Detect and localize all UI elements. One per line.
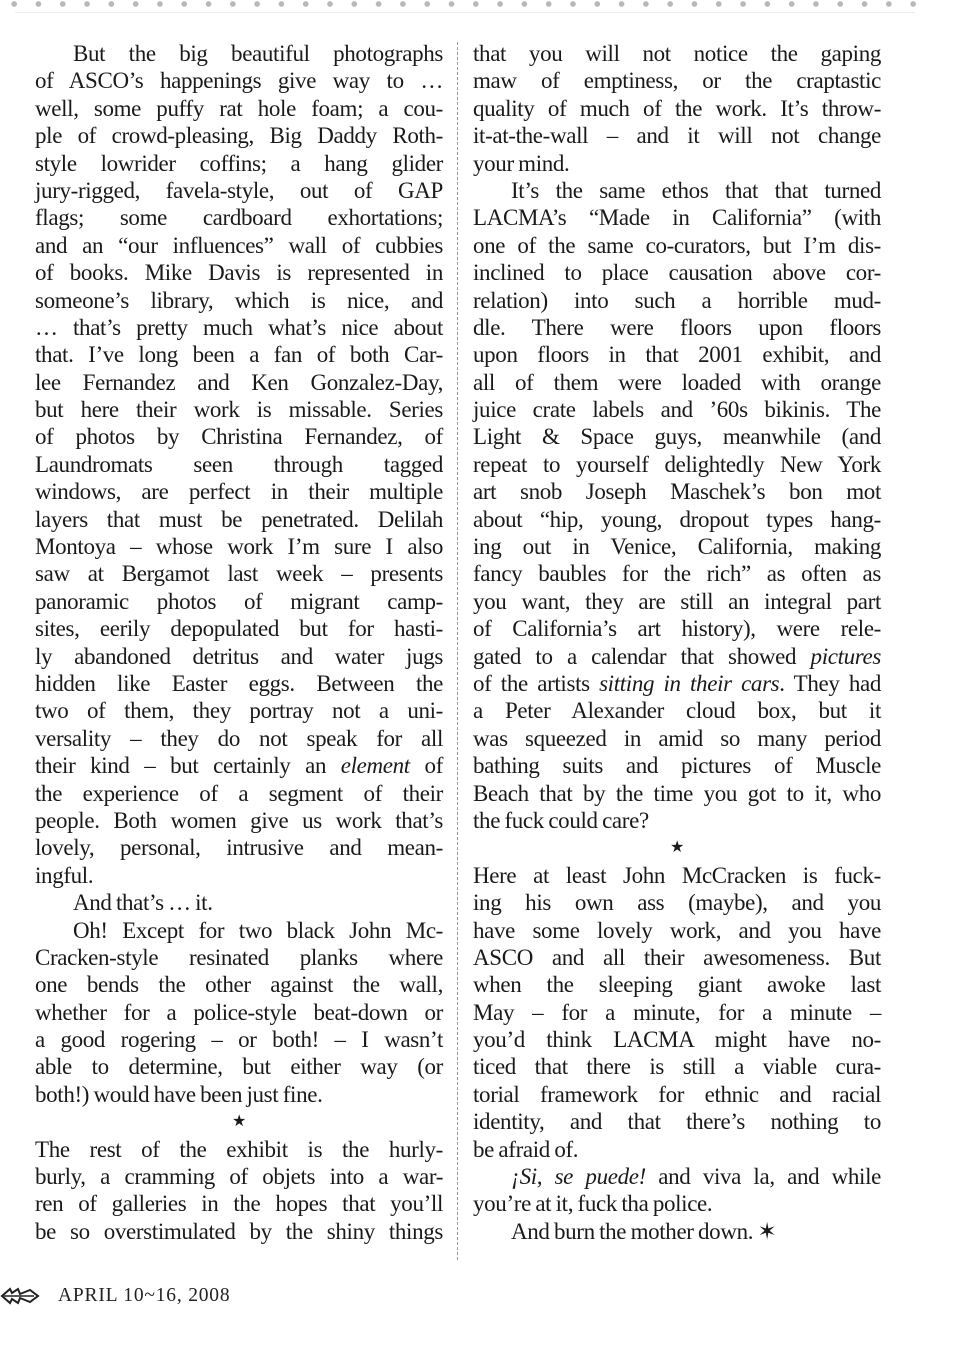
text-line (473, 1108, 881, 1135)
text-segment: style lowrider coffins; a hang glider (35, 150, 443, 176)
text-segment: And that’s … it. (73, 890, 213, 916)
text-line (473, 670, 881, 697)
text-line (35, 588, 443, 615)
text-line (473, 1163, 881, 1190)
text-segment: maw of emptiness, or the craptastic (473, 68, 881, 94)
text-line (35, 451, 443, 478)
text-line (35, 533, 443, 560)
text-segment: people. Both women give us work that’s (35, 807, 443, 833)
text-segment: one of the same co-curators, but I’m dis- (473, 232, 881, 258)
text-line (35, 834, 443, 861)
text-segment: Oh! Except for two black John Mc- (73, 917, 443, 943)
text-segment: sites, eerily depopulated but for hasti- (35, 616, 443, 642)
text-segment: that you will not notice the gaping (473, 41, 881, 66)
text-line (473, 122, 881, 149)
text-segment: upon floors in that 2001 exhibit, and (473, 342, 881, 368)
text-segment: windows, are perfect in their multiple (35, 479, 443, 505)
issue-date: APRIL 10~16, 2008 (58, 1285, 231, 1306)
text-segment: a Peter Alexander cloud box, but it (473, 698, 881, 724)
text-line (35, 1163, 443, 1190)
text-line (35, 204, 443, 231)
text-segment: flags; some cardboard exhortations; (35, 205, 443, 231)
text-segment: ingful. (35, 862, 94, 888)
section-break-star (473, 834, 881, 861)
text-segment: art snob Joseph Maschek’s bon mot (473, 479, 881, 505)
text-segment: panoramic photos of migrant camp- (35, 588, 443, 614)
page-footer (0, 1282, 230, 1310)
text-line (35, 369, 443, 396)
text-line (35, 917, 443, 944)
perforated-border (0, 0, 920, 8)
article-column-right (473, 40, 881, 1245)
text-segment: ing his own ass (maybe), and you (473, 890, 881, 916)
top-rule (15, 12, 915, 13)
text-line (473, 1026, 881, 1053)
text-line (473, 1081, 881, 1108)
text-segment: about “hip, young, dropout types hang- (473, 506, 881, 532)
text-line (35, 697, 443, 724)
text-line (473, 67, 881, 94)
text-segment: and an “our influences” wall of cubbies (35, 232, 443, 258)
text-line (473, 287, 881, 314)
text-segment: you’re at it, fuck tha police. (473, 1191, 713, 1217)
text-line (473, 204, 881, 231)
text-segment: LACMA’s “Made in California” (with (473, 205, 881, 231)
text-line (473, 259, 881, 286)
text-line (473, 478, 881, 505)
text-segment: of ASCO’s happenings give way to … (35, 68, 443, 94)
italic-text: pictures (810, 643, 881, 669)
text-segment: one bends the other against the wall, (35, 972, 443, 998)
text-segment: a good rogering – or both! – I wasn’t (35, 1027, 443, 1053)
ornament-arrow-icon (0, 1286, 40, 1306)
text-segment: when the sleeping giant awoke last (473, 972, 881, 998)
text-segment: burly, a cramming of objets into a war- (35, 1164, 443, 1190)
text-segment: well, some puffy rat hole foam; a cou- (35, 95, 443, 121)
text-segment: and viva la, and while (645, 1164, 881, 1190)
text-line (473, 40, 881, 67)
text-segment: the experience of a segment of their (35, 780, 443, 806)
italic-text: ¡Si, se puede! (511, 1164, 646, 1190)
text-line (35, 670, 443, 697)
text-segment: ★ (670, 839, 684, 857)
text-segment: all of them were loaded with orange (473, 369, 881, 395)
text-line (473, 643, 881, 670)
text-line (473, 780, 881, 807)
text-line (473, 971, 881, 998)
text-line (35, 725, 443, 752)
text-line (35, 1218, 443, 1245)
text-segment: bathing suits and pictures of Muscle (473, 753, 881, 779)
text-segment: was squeezed in amid so many period (473, 725, 881, 751)
text-segment: Here at least John McCracken is fuck- (473, 862, 881, 888)
text-line (473, 807, 881, 834)
text-segment: . They had (779, 670, 881, 696)
text-segment: torial framework for ethnic and racial (473, 1081, 881, 1107)
text-line (473, 862, 881, 889)
text-line (473, 177, 881, 204)
text-segment: Light & Space guys, meanwhile (and (473, 424, 881, 450)
text-segment: both!) would have been just fine. (35, 1081, 323, 1107)
text-line (35, 971, 443, 998)
text-line (473, 1136, 881, 1163)
text-line (35, 752, 443, 779)
text-segment: their kind – but certainly an (35, 753, 341, 779)
text-segment: hidden like Easter eggs. Between the (35, 670, 443, 696)
text-segment: of books. Mike Davis is represented in (35, 260, 443, 286)
text-segment: ticed that there is still a viable cura- (473, 1054, 881, 1080)
text-line (35, 1081, 443, 1108)
text-segment: the fuck could care? (473, 807, 649, 833)
text-line (473, 752, 881, 779)
text-segment: May – for a minute, for a minute – (473, 999, 881, 1025)
text-line (473, 917, 881, 944)
text-line (473, 314, 881, 341)
text-line (35, 150, 443, 177)
text-line (473, 150, 881, 177)
text-segment: And burn the mother down. ✶ (511, 1218, 777, 1244)
text-line (35, 807, 443, 834)
text-segment: of (409, 753, 443, 779)
text-segment: have some lovely work, and you have (473, 917, 881, 943)
text-line (35, 615, 443, 642)
text-segment: ple of crowd-pleasing, Big Daddy Roth- (35, 123, 443, 149)
text-segment: be afraid of. (473, 1136, 579, 1162)
text-line (473, 725, 881, 752)
text-line (473, 944, 881, 971)
text-line (473, 1190, 881, 1217)
text-line (473, 697, 881, 724)
text-segment: But the big beautiful photographs (73, 41, 443, 66)
text-line (35, 341, 443, 368)
text-segment: lee Fernandez and Ken Gonzalez-Day, (35, 369, 443, 395)
text-line (35, 643, 443, 670)
text-line (473, 232, 881, 259)
column-divider (457, 42, 458, 1260)
text-line (473, 1053, 881, 1080)
text-line (35, 1053, 443, 1080)
text-segment: able to determine, but either way (or (35, 1054, 443, 1080)
text-line (473, 615, 881, 642)
text-segment: you’d think LACMA might have no- (473, 1027, 881, 1053)
text-segment: of California’s art history), were rele- (473, 616, 881, 642)
text-line (35, 67, 443, 94)
text-line (473, 369, 881, 396)
italic-text: sitting in their cars (599, 670, 780, 696)
text-segment: The rest of the exhibit is the hurly- (35, 1136, 443, 1162)
text-segment: jury-rigged, favela-style, out of GAP (35, 177, 443, 203)
text-line (35, 560, 443, 587)
text-segment: versality – they do not speak for all (35, 725, 443, 751)
text-segment: ASCO and all their awesomeness. But (473, 944, 881, 970)
text-line (35, 1190, 443, 1217)
text-line (35, 1026, 443, 1053)
text-segment: whether for a police-style beat-down or (35, 999, 443, 1025)
text-segment: two of them, they portray not a uni- (35, 698, 443, 724)
text-line (35, 478, 443, 505)
text-line (35, 122, 443, 149)
text-line (473, 506, 881, 533)
text-line (473, 533, 881, 560)
text-segment: quality of much of the work. It’s throw- (473, 95, 881, 121)
text-line (473, 1218, 881, 1245)
text-segment: Montoya – whose work I’m sure I also (35, 534, 443, 560)
text-segment: inclined to place causation above cor- (473, 260, 881, 286)
text-segment: identity, and that there’s nothing to (473, 1109, 881, 1135)
text-segment: ing out in Venice, California, making (473, 534, 881, 560)
text-segment: layers that must be penetrated. Delilah (35, 506, 443, 532)
text-line (35, 287, 443, 314)
text-segment: you want, they are still an integral part (473, 588, 881, 614)
text-segment: Cracken-style resinated planks where (35, 944, 443, 970)
text-segment: ly abandoned detritus and water jugs (35, 643, 443, 669)
text-line (473, 341, 881, 368)
text-line (35, 259, 443, 286)
text-line (35, 780, 443, 807)
text-line (35, 396, 443, 423)
text-segment: someone’s library, which is nice, and (35, 287, 443, 313)
text-segment: be so overstimulated by the shiny things (35, 1218, 443, 1244)
section-break-star (35, 1108, 443, 1135)
text-segment: of the artists (473, 670, 600, 696)
text-segment: relation) into such a horrible mud- (473, 287, 881, 313)
text-line (35, 177, 443, 204)
text-line (473, 451, 881, 478)
text-line (35, 1136, 443, 1163)
text-line (35, 862, 443, 889)
text-line (473, 560, 881, 587)
text-line (35, 999, 443, 1026)
text-segment: it-at-the-wall – and it will not change (473, 123, 881, 149)
text-line (473, 588, 881, 615)
text-segment: ren of galleries in the hopes that you’ll (35, 1191, 443, 1217)
text-line (35, 506, 443, 533)
text-line (35, 232, 443, 259)
text-segment: of photos by Christina Fernandez, of (35, 424, 443, 450)
text-line (35, 95, 443, 122)
italic-text: element (340, 753, 410, 779)
text-line (35, 944, 443, 971)
text-line (473, 423, 881, 450)
text-segment: your mind. (473, 150, 570, 176)
text-segment: repeat to yourself delightedly New York (473, 451, 881, 477)
text-segment: fancy baubles for the rich” as often as (473, 561, 881, 587)
text-segment: It’s the same ethos that that turned (511, 177, 881, 203)
text-line (473, 396, 881, 423)
text-segment: but here their work is missable. Series (35, 397, 443, 423)
text-line (473, 999, 881, 1026)
text-segment: Laundromats seen through tagged (35, 451, 443, 477)
text-segment: ★ (232, 1113, 246, 1131)
text-segment: Beach that by the time you got to it, who (473, 780, 881, 806)
text-segment: dle. There were floors upon floors (473, 314, 881, 340)
text-line (473, 889, 881, 916)
text-segment: juice crate labels and ’60s bikinis. The (473, 397, 881, 423)
text-line (35, 423, 443, 450)
text-line (35, 314, 443, 341)
text-segment: gated to a calendar that showed (473, 643, 811, 669)
text-line (473, 95, 881, 122)
text-line (35, 40, 443, 67)
text-segment: saw at Bergamot last week – presents (35, 561, 443, 587)
text-segment: that. I’ve long been a fan of both Car- (35, 342, 443, 368)
text-segment: … that’s pretty much what’s nice about (35, 314, 443, 340)
text-line (35, 889, 443, 916)
article-column-left (35, 40, 443, 1245)
text-segment: lovely, personal, intrusive and mean- (35, 835, 443, 861)
